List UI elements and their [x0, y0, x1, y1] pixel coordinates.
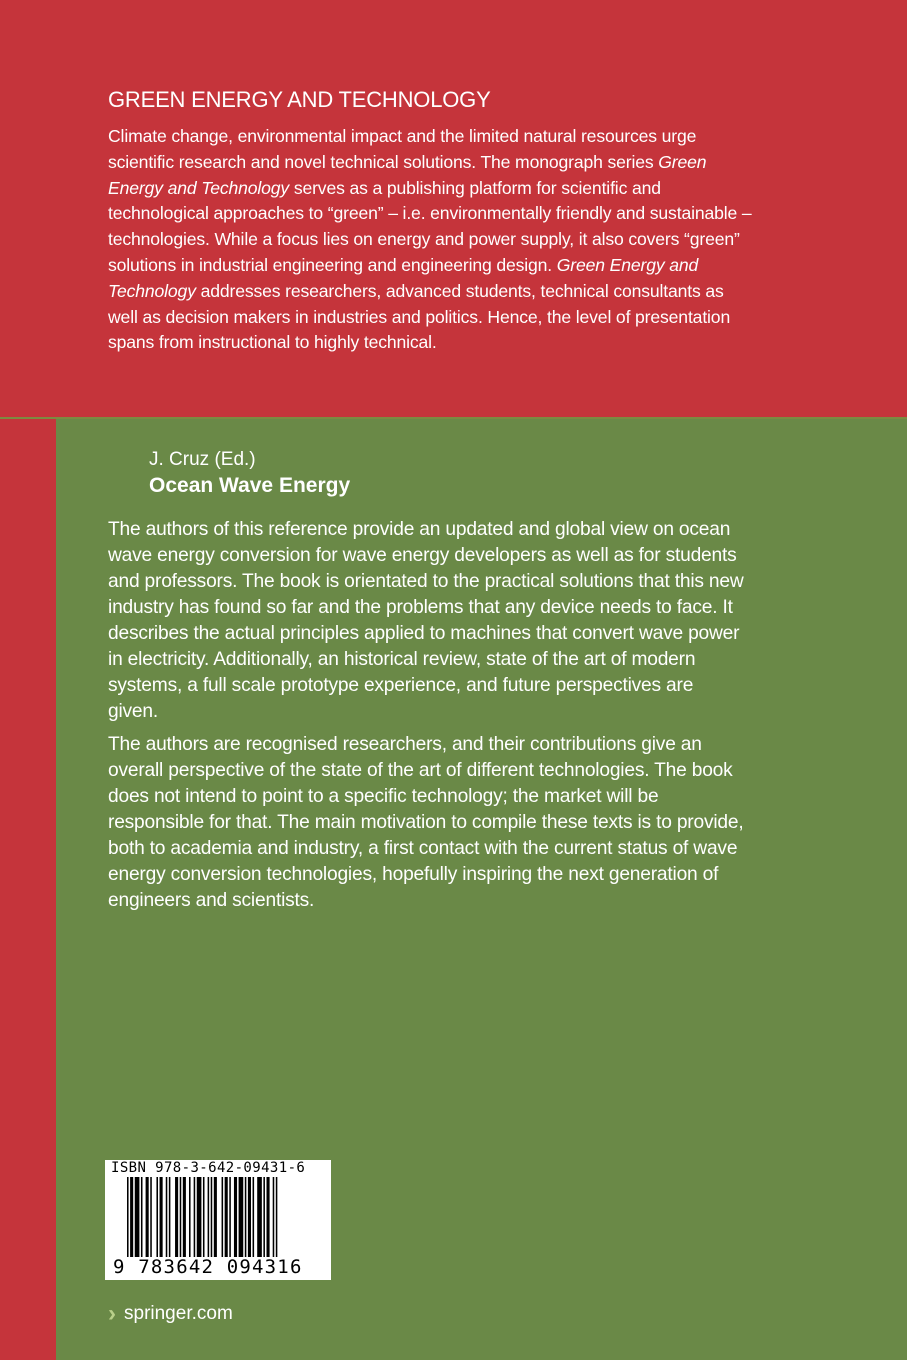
- barcode-bar: [239, 1177, 244, 1257]
- book-blurb-paragraph: The authors are recognised researchers, and their contributions give an overall perspective of the state of the art of different technologies. The book does not intend to point to a specific technology; the market will be responsible for that. The main motivation to compile these texts is to provide, both to academia and industry, a first contact with the current status of wave energy conversion technologies, hopefully inspiring the next generation of engineers and scientists.: [108, 734, 744, 911]
- series-desc-part: serves as a publishing platform for scientific and technological approaches to “green” – i.e. environmentally friendly and sustainable – technologies. While a focus lies on energy and power supply, it also covers “green” solutions in industrial engineering and engineering design.: [108, 177, 752, 275]
- barcode-bar: [229, 1177, 231, 1257]
- barcode-bar: [248, 1177, 251, 1257]
- series-description: [108, 124, 758, 356]
- barcode-bar: [160, 1177, 163, 1257]
- barcode-bar: [197, 1177, 202, 1257]
- series-desc-part: addresses researchers, advanced students, technical consultants as well as decision makers in industries and politics. Hence, the level of presentation spans from instructional to highly technical.: [108, 280, 731, 353]
- book-blurb-paragraph: The authors of this reference provide an updated and global view on ocean wave energy conversion for wave energy developers as well as for students and professors. The book is orientated to the practical solutions that this new industry has found so far and the problems that any device needs to face. It describes the actual principles applied to machines that convert wave power in electricity. Additionally, an historical review, state of the art of modern systems, a full scale prototype experience, and future perspectives are given.: [108, 519, 744, 722]
- barcode-bar: [234, 1177, 237, 1257]
- barcode-bar: [169, 1177, 171, 1257]
- series-desc-part: Climate change, environmental impact and the limited natural resources urge scientific research and novel technical solutions. The monograph series: [108, 126, 697, 172]
- chevron-right-icon: ›: [108, 1300, 116, 1327]
- barcode-bar: [135, 1177, 140, 1257]
- book-title: Ocean Wave Energy: [149, 474, 351, 497]
- barcode-bars: [105, 1177, 331, 1257]
- barcode-bar: [156, 1177, 158, 1257]
- barcode-bar: [222, 1177, 224, 1257]
- barcode-bar: [276, 1177, 278, 1257]
- barcode-bar: [257, 1177, 262, 1257]
- isbn-barcode: [105, 1160, 331, 1280]
- isbn-number: ISBN 978-3-642-09431-6: [111, 1160, 306, 1176]
- barcode-bar: [175, 1177, 178, 1257]
- book-editor: J. Cruz (Ed.): [149, 449, 256, 470]
- barcode-bar: [214, 1177, 217, 1257]
- ean-digits: 9 783642 094316: [113, 1256, 303, 1278]
- barcode-bar: [194, 1177, 196, 1257]
- barcode-bar: [263, 1177, 265, 1257]
- barcode-bar: [166, 1177, 168, 1257]
- barcode-bar: [245, 1177, 247, 1257]
- barcode-bar: [146, 1177, 149, 1257]
- publisher-link[interactable]: [108, 1300, 233, 1328]
- barcode-bar: [253, 1177, 255, 1257]
- series-name-italic: Green Energy and Technology: [108, 254, 699, 301]
- series-name-italic: Green Energy and Technology: [108, 151, 707, 198]
- barcode-bar: [211, 1177, 213, 1257]
- series-title: GREEN ENERGY AND TECHNOLOGY: [108, 87, 491, 112]
- barcode-bar: [225, 1177, 228, 1257]
- barcode-bar: [141, 1177, 143, 1257]
- barcode-bar: [180, 1177, 182, 1257]
- barcode-bar: [130, 1177, 133, 1257]
- barcode-bar: [273, 1177, 275, 1257]
- barcode-bar: [183, 1177, 186, 1257]
- barcode-bar: [203, 1177, 205, 1257]
- barcode-bar: [150, 1177, 152, 1257]
- barcode-bar: [267, 1177, 270, 1257]
- barcode-bar: [189, 1177, 191, 1257]
- publisher-url: springer.com: [124, 1303, 233, 1324]
- barcode-bar: [127, 1177, 129, 1257]
- barcode-bar: [208, 1177, 210, 1257]
